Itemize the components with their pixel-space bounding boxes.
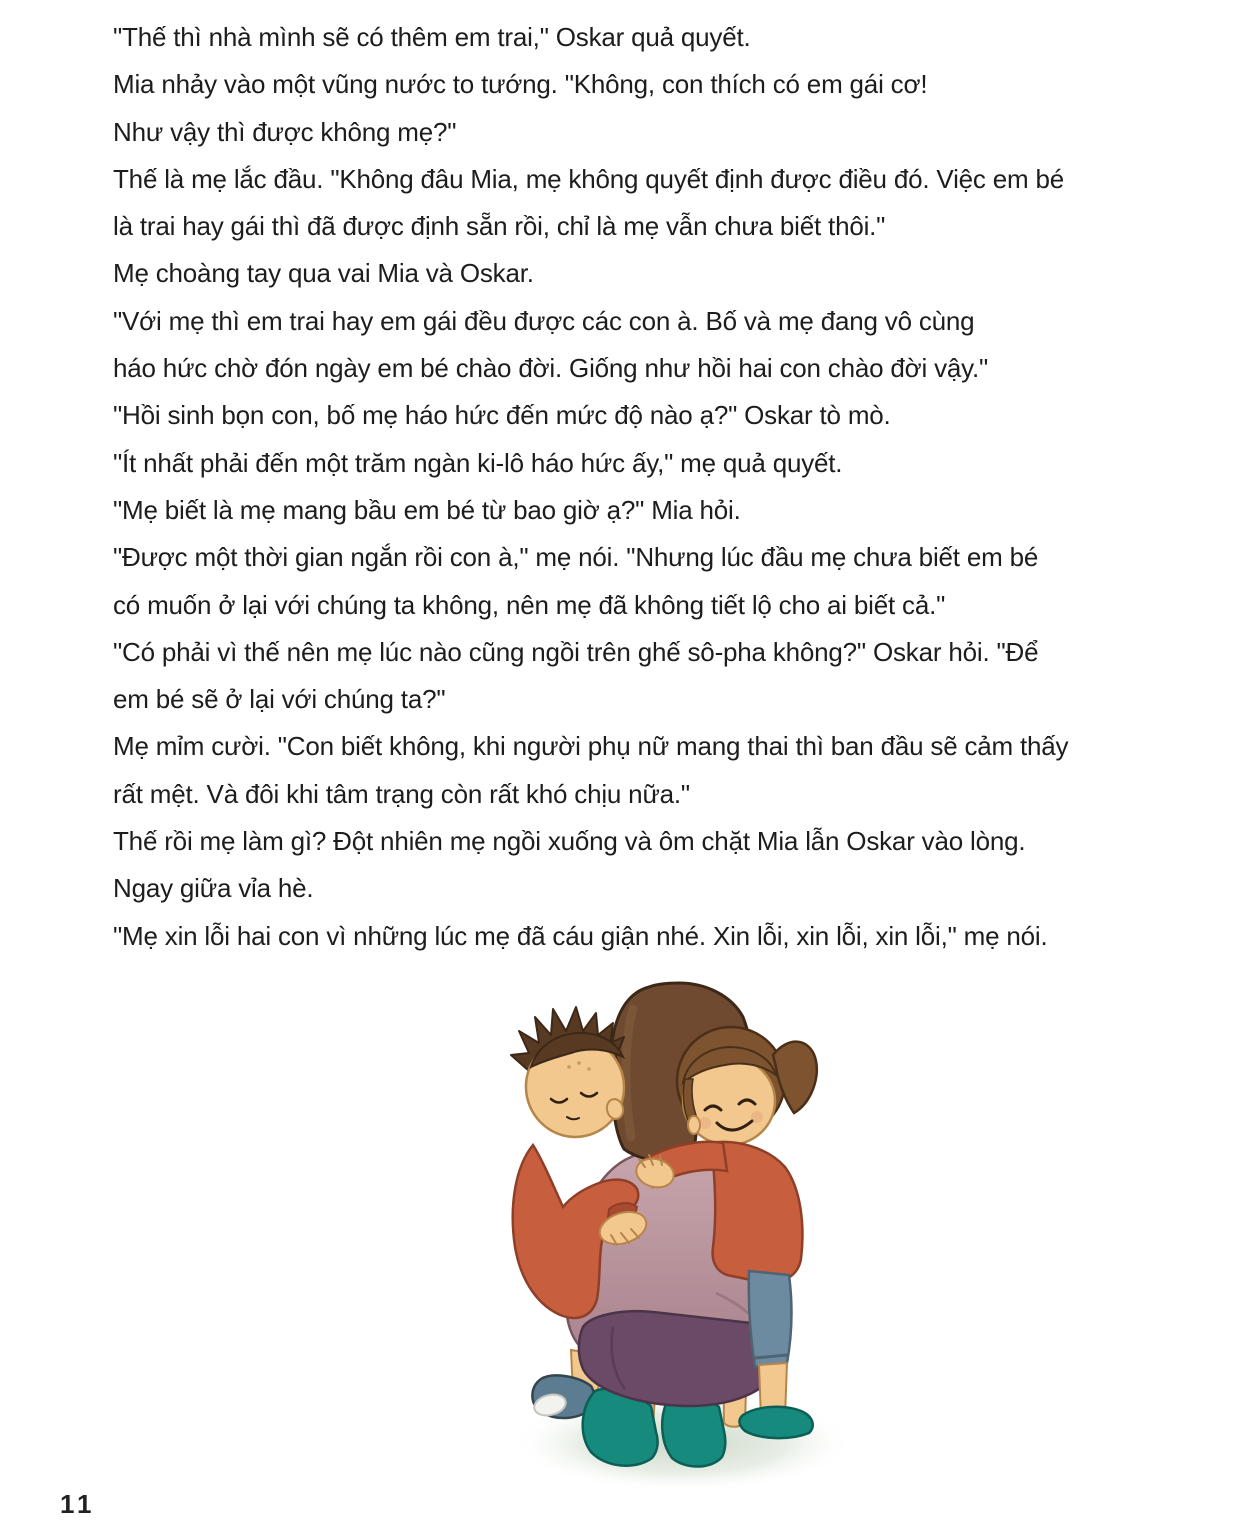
girl-blush bbox=[699, 1117, 711, 1129]
story-line: Thế rồi mẹ làm gì? Đột nhiên mẹ ngồi xuống và ôm chặt Mia lẫn Oskar vào lòng. bbox=[113, 826, 1026, 857]
story-line: "Được một thời gian ngắn rồi con à," mẹ nói. "Nhưng lúc đầu mẹ chưa biết em bé bbox=[113, 542, 1039, 573]
story-line: có muốn ở lại với chúng ta không, nên mẹ đã không tiết lộ cho ai biết cả." bbox=[113, 589, 946, 620]
page-number: 11 bbox=[60, 1489, 96, 1519]
girl-ear bbox=[688, 1116, 700, 1134]
boy-freckle bbox=[577, 1061, 581, 1065]
girl-blush bbox=[751, 1111, 763, 1123]
story-text-block bbox=[113, 14, 1193, 960]
story-line: "Với mẹ thì em trai hay em gái đều được các con à. Bố và mẹ đang vô cùng bbox=[113, 305, 975, 336]
mother-children-hug-illustration bbox=[483, 975, 893, 1500]
story-line: "Ít nhất phải đến một trăm ngàn ki-lô háo hức ấy," mẹ quả quyết. bbox=[113, 447, 843, 478]
story-line: là trai hay gái thì đã được định sẵn rồi, chỉ là mẹ vẫn chưa biết thôi." bbox=[113, 211, 886, 242]
story-line: háo hức chờ đón ngày em bé chào đời. Giống như hồi hai con chào đời vậy." bbox=[113, 353, 989, 384]
boy-freckle bbox=[567, 1065, 571, 1069]
girl-jeans bbox=[749, 1271, 792, 1367]
hug-illustration-svg bbox=[483, 975, 893, 1500]
story-line: Mia nhảy vào một vũng nước to tướng. "Không, con thích có em gái cơ! bbox=[113, 69, 928, 100]
story-line: "Mẹ xin lỗi hai con vì những lúc mẹ đã cáu giận nhé. Xin lỗi, xin lỗi, xin lỗi," mẹ nói. bbox=[113, 920, 1048, 951]
story-line: Mẹ mỉm cười. "Con biết không, khi người phụ nữ mang thai thì ban đầu sẽ cảm thấy bbox=[113, 731, 1069, 762]
story-line: "Hồi sinh bọn con, bố mẹ háo hức đến mức độ nào ạ?" Oskar tò mò. bbox=[113, 400, 891, 431]
story-line: rất mệt. Và đôi khi tâm trạng còn rất khó chịu nữa." bbox=[113, 778, 690, 809]
boy-freckle bbox=[587, 1067, 591, 1071]
story-line: "Mẹ biết là mẹ mang bầu em bé từ bao giờ ạ?" Mia hỏi. bbox=[113, 494, 741, 525]
story-line: Ngay giữa vỉa hè. bbox=[113, 873, 314, 904]
story-line: Như vậy thì được không mẹ?" bbox=[113, 116, 457, 147]
story-line: Mẹ choàng tay qua vai Mia và Oskar. bbox=[113, 258, 534, 289]
story-line: "Có phải vì thế nên mẹ lúc nào cũng ngồi trên ghế sô-pha không?" Oskar hỏi. "Để bbox=[113, 636, 1039, 667]
girl-shoe bbox=[739, 1407, 812, 1438]
story-line: Thế là mẹ lắc đầu. "Không đâu Mia, mẹ không quyết định được điều đó. Việc em bé bbox=[113, 163, 1064, 194]
story-line: "Thế thì nhà mình sẽ có thêm em trai," Oskar quả quyết. bbox=[113, 22, 751, 52]
story-line: em bé sẽ ở lại với chúng ta?" bbox=[113, 684, 446, 715]
